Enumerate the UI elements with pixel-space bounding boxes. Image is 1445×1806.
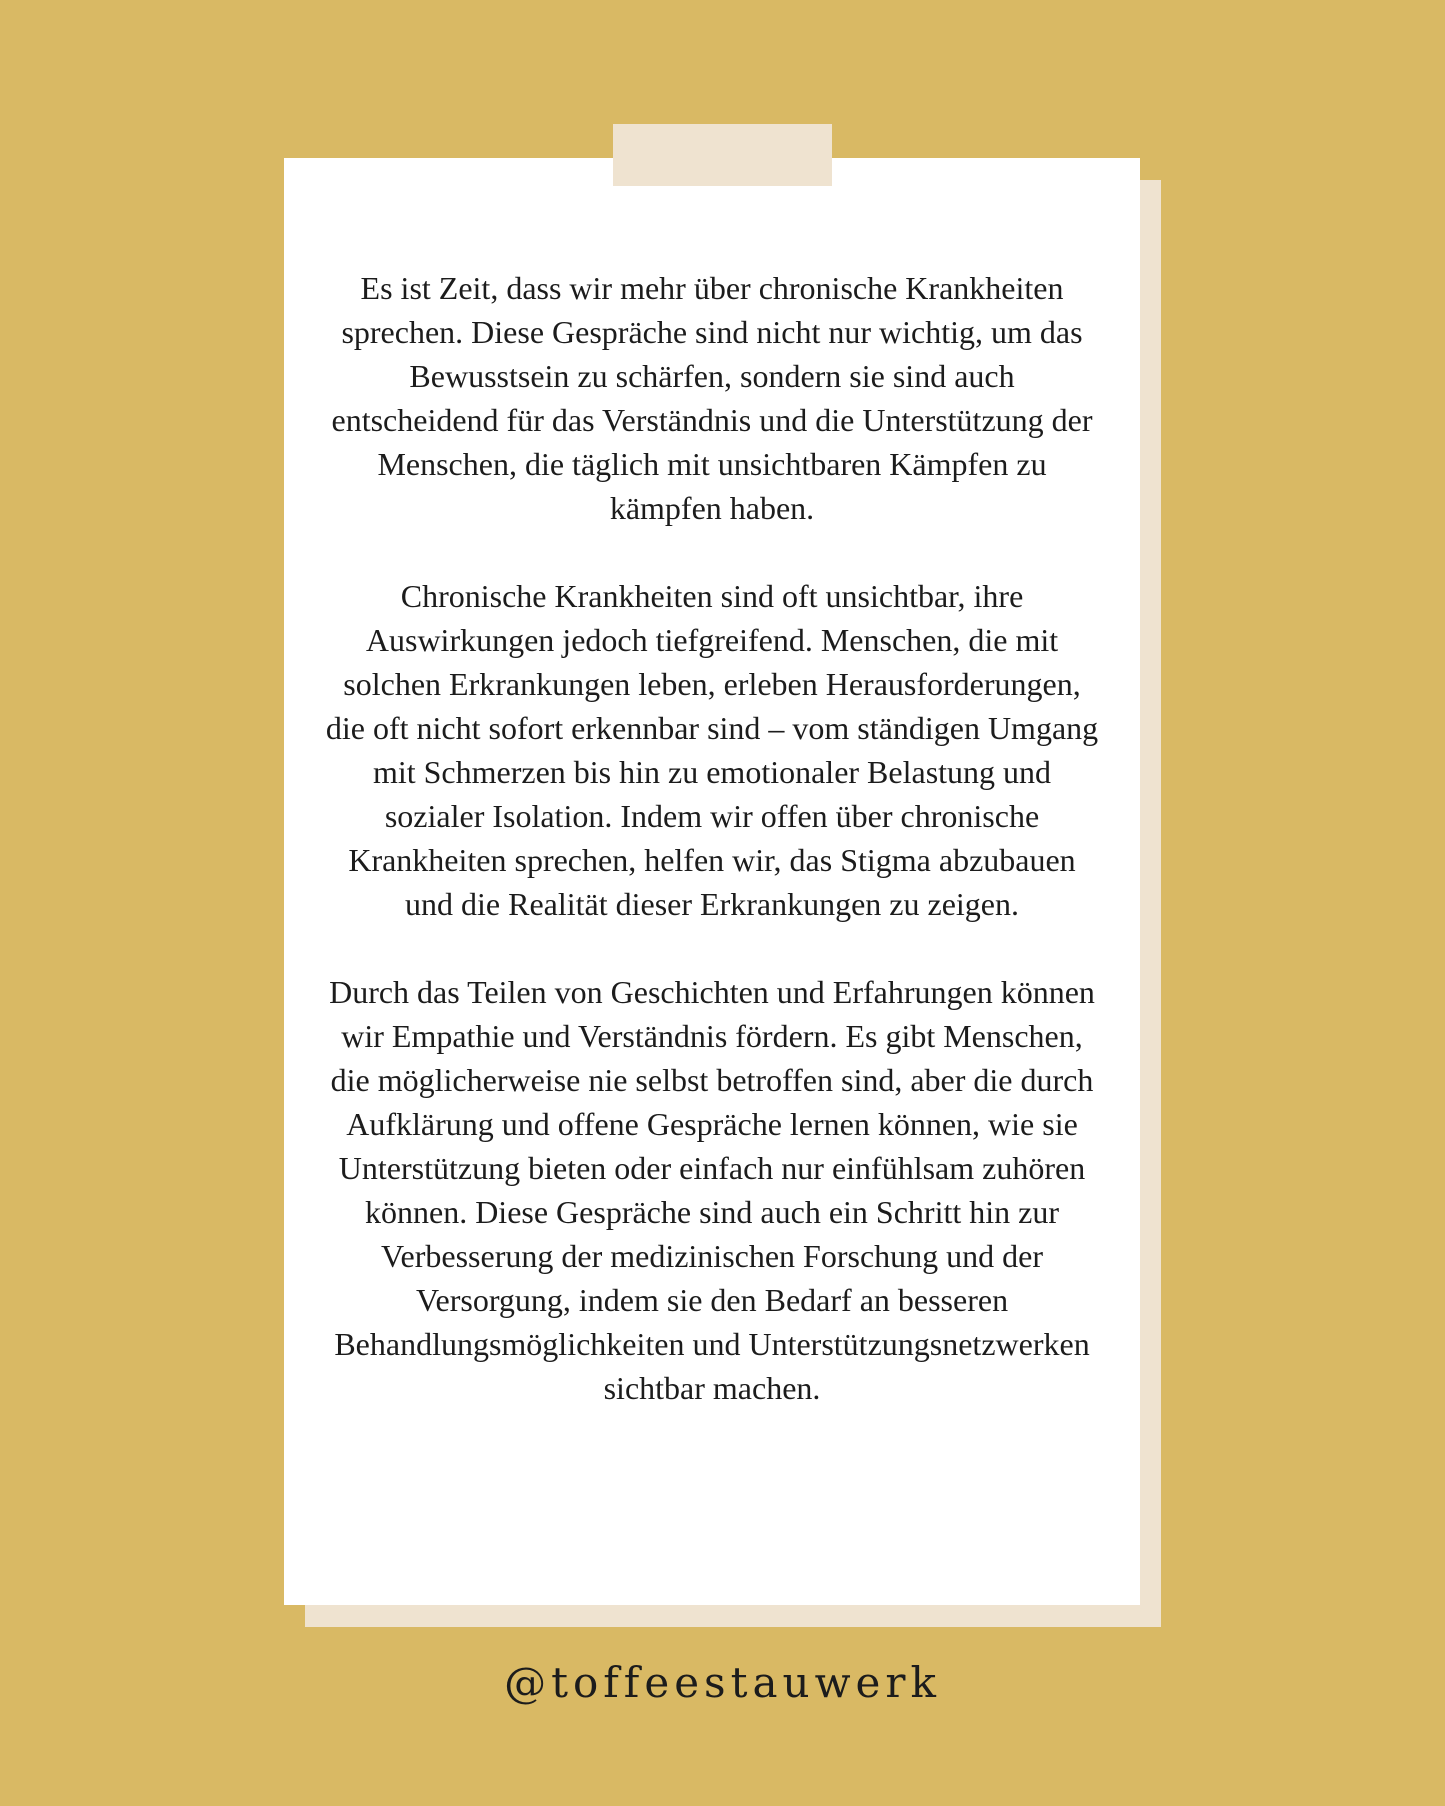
post-body	[324, 266, 1100, 1410]
paragraph-1: Es ist Zeit, dass wir mehr über chronische Krankheiten sprechen. Diese Gespräche sind nicht nur wichtig, um das Bewusstsein zu schärfen, sondern sie sind auch entscheidend für das Verständnis und die Unterstützung der Menschen, die täglich mit unsichtbaren Kämpfen zu kämpfen haben.	[331, 270, 1093, 526]
paragraph-3: Durch das Teilen von Geschichten und Erfahrungen können wir Empathie und Verständnis fördern. Es gibt Menschen, die möglicherweise nie selbst betroffen sind, aber die durch Aufklärung und offene Gespräche lernen können, wie sie Unterstützung bieten oder einfach nur einfühlsam zuhören können. Diese Gespräche sind auch ein Schritt hin zur Verbesserung der medizinischen Forschung und der Versorgung, indem sie den Bedarf an besseren Behandlungsmöglichkeiten und Unterstützungsnetzwerken sichtbar machen.	[329, 974, 1095, 1406]
author-handle: @toffeestauwerk	[504, 1658, 941, 1707]
note-paper	[284, 158, 1140, 1605]
paragraph-2: Chronische Krankheiten sind oft unsichtbar, ihre Auswirkungen jedoch tiefgreifend. Menschen, die mit solchen Erkrankungen leben, erleben Herausforderungen, die oft nicht sofort erkennbar sind – vom ständigen Umgang mit Schmerzen bis hin zu emotionaler Belastung und sozialer Isolation. Indem wir offen über chronische Krankheiten sprechen, helfen wir, das Stigma abzubauen und die Realität dieser Erkrankungen zu zeigen.	[325, 578, 1099, 922]
tape-strip	[613, 124, 832, 186]
